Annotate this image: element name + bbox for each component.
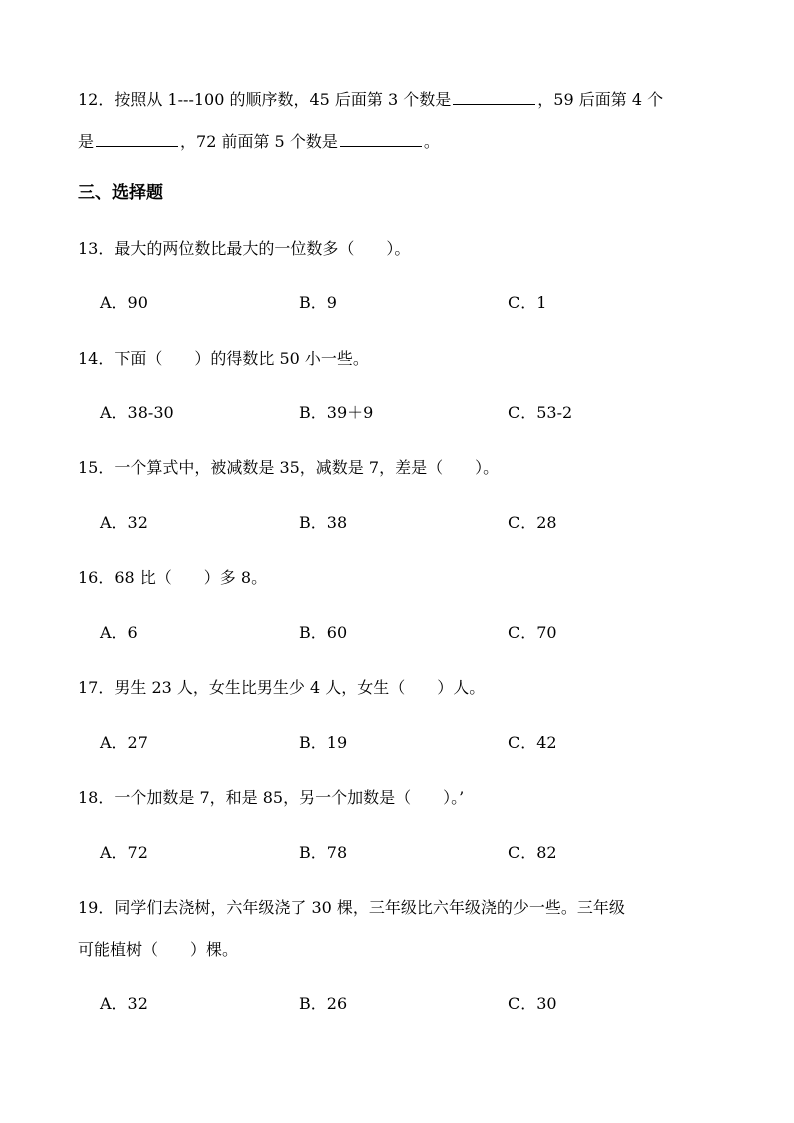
question-18-stem: 18．一个加数是 7，和是 85，另一个加数是（ ）。’ bbox=[78, 788, 465, 807]
question-12-text-d: ，72 前面第 5 个数是 bbox=[180, 132, 338, 151]
question-17-option-b[interactable]: B．19 bbox=[299, 733, 348, 752]
question-14-stem: 14．下面（ ）的得数比 50 小一些。 bbox=[78, 349, 369, 368]
question-16-stem: 16．68 比（ ）多 8。 bbox=[78, 568, 268, 587]
question-16-option-c[interactable]: C．70 bbox=[508, 623, 557, 642]
question-14-option-b[interactable]: B．39＋9 bbox=[299, 403, 374, 422]
question-14-option-a[interactable]: A．38-30 bbox=[100, 403, 174, 422]
question-19-option-b[interactable]: B．26 bbox=[299, 994, 348, 1013]
question-19-option-c[interactable]: C．30 bbox=[508, 994, 557, 1013]
question-18-option-a[interactable]: A．72 bbox=[100, 843, 148, 862]
question-13-option-a[interactable]: A．90 bbox=[100, 293, 148, 312]
question-17-stem: 17．男生 23 人，女生比男生少 4 人，女生（ ）人。 bbox=[78, 678, 486, 697]
question-12-line-2 bbox=[78, 130, 440, 152]
question-16-option-a[interactable]: A．6 bbox=[100, 623, 138, 642]
question-17-option-c[interactable]: C．42 bbox=[508, 733, 557, 752]
question-15-option-b[interactable]: B．38 bbox=[299, 513, 348, 532]
question-19-stem: 19．同学们去浇树，六年级浇了 30 棵，三年级比六年级浇的少一些。三年级 bbox=[78, 898, 625, 917]
question-17-option-a[interactable]: A．27 bbox=[100, 733, 148, 752]
question-13-stem: 13．最大的两位数比最大的一位数多（ ）。 bbox=[78, 239, 411, 258]
question-12-line-1 bbox=[78, 88, 663, 110]
answer-blank-3[interactable] bbox=[340, 130, 422, 147]
answer-blank-1[interactable] bbox=[453, 88, 535, 105]
section-title: 三、选择题 bbox=[78, 183, 163, 203]
question-13-option-c[interactable]: C．1 bbox=[508, 293, 547, 312]
question-14-option-c[interactable]: C．53-2 bbox=[508, 403, 573, 422]
question-12-text-e: 。 bbox=[423, 132, 440, 151]
question-12-text-a: 12．按照从 1---100 的顺序数，45 后面第 3 个数是 bbox=[78, 90, 452, 109]
question-19-stem-cont: 可能植树（ ）棵。 bbox=[78, 940, 239, 959]
question-19-option-a[interactable]: A．32 bbox=[100, 994, 148, 1013]
question-18-option-b[interactable]: B．78 bbox=[299, 843, 348, 862]
answer-blank-2[interactable] bbox=[96, 130, 178, 147]
question-13-option-b[interactable]: B．9 bbox=[299, 293, 337, 312]
question-15-option-a[interactable]: A．32 bbox=[100, 513, 148, 532]
question-15-stem: 15．一个算式中，被减数是 35，减数是 7，差是（ ）。 bbox=[78, 458, 500, 477]
question-12-text-b: ，59 后面第 4 个 bbox=[537, 90, 664, 109]
question-12-text-c: 是 bbox=[78, 132, 95, 151]
question-16-option-b[interactable]: B．60 bbox=[299, 623, 348, 642]
question-18-option-c[interactable]: C．82 bbox=[508, 843, 557, 862]
question-15-option-c[interactable]: C．28 bbox=[508, 513, 557, 532]
